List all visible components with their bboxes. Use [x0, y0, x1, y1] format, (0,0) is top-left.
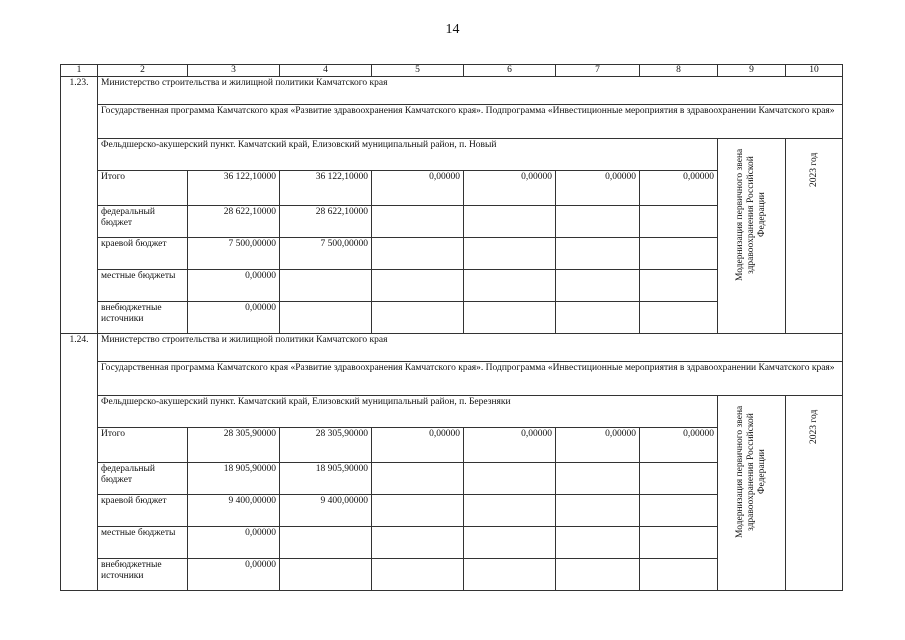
organization-row [61, 334, 843, 362]
row-label: Итого [98, 171, 188, 206]
cell-value [464, 463, 556, 495]
cell-value: 0,00000 [188, 302, 280, 334]
program-row [61, 362, 843, 396]
row-label: местные бюджеты [98, 270, 188, 302]
column-header: 3 [188, 65, 280, 77]
column-header: 4 [280, 65, 372, 77]
cell-value: 7 500,00000 [188, 238, 280, 270]
item-number: 1.23. [61, 77, 98, 334]
cell-value [464, 206, 556, 238]
year-cell [786, 396, 843, 591]
cell-value [556, 495, 640, 527]
direction-cell [718, 139, 786, 334]
cell-value [464, 527, 556, 559]
program-name: Государственная программа Камчатского края «Развитие здравоохранения Камчатского края». Подпрограмма «Инвестиционные мероприятия в здравоохранении Камчатского края» [98, 362, 843, 396]
cell-value [556, 270, 640, 302]
financing-table [60, 64, 843, 591]
cell-value: 18 905,90000 [188, 463, 280, 495]
program-name: Государственная программа Камчатского края «Развитие здравоохранения Камчатского края». Подпрограмма «Инвестиционные мероприятия в здравоохранении Камчатского края» [98, 105, 843, 139]
cell-value [372, 527, 464, 559]
row-label: федеральный бюджет [98, 206, 188, 238]
cell-value: 28 305,90000 [280, 428, 372, 463]
cell-value: 7 500,00000 [280, 238, 372, 270]
organization-name: Министерство строительства и жилищной политики Камчатского края [98, 77, 843, 105]
cell-value [556, 559, 640, 591]
cell-value [556, 302, 640, 334]
cell-value: 0,00000 [464, 428, 556, 463]
object-name: Фельдшерско-акушерский пункт. Камчатский край, Елизовский муниципальный район, п. Новый [98, 139, 718, 171]
cell-value [372, 559, 464, 591]
cell-value [372, 238, 464, 270]
column-header: 10 [786, 65, 843, 77]
cell-value [640, 463, 718, 495]
cell-value [556, 238, 640, 270]
cell-value: 0,00000 [556, 171, 640, 206]
cell-value [464, 302, 556, 334]
row-label: краевой бюджет [98, 238, 188, 270]
column-header: 8 [640, 65, 718, 77]
cell-value [640, 206, 718, 238]
column-header: 2 [98, 65, 188, 77]
object-row [61, 396, 843, 428]
direction-text: Модернизация первичного звена здравоохранения Российской Федерации [735, 405, 767, 539]
column-header: 6 [464, 65, 556, 77]
item-number: 1.24. [61, 334, 98, 591]
object-row [61, 139, 843, 171]
cell-value [464, 559, 556, 591]
cell-value: 0,00000 [188, 527, 280, 559]
row-label: внебюджетные источники [98, 302, 188, 334]
cell-value [464, 495, 556, 527]
cell-value: 0,00000 [372, 171, 464, 206]
cell-value [640, 238, 718, 270]
row-label: Итого [98, 428, 188, 463]
year-text: 2023 год [808, 152, 819, 188]
cell-value: 36 122,10000 [188, 171, 280, 206]
cell-value [280, 527, 372, 559]
column-header: 1 [61, 65, 98, 77]
cell-value [556, 527, 640, 559]
column-header: 7 [556, 65, 640, 77]
row-label: внебюджетные источники [98, 559, 188, 591]
cell-value: 0,00000 [372, 428, 464, 463]
cell-value: 0,00000 [640, 171, 718, 206]
cell-value: 0,00000 [556, 428, 640, 463]
cell-value [280, 302, 372, 334]
direction-text: Модернизация первичного звена здравоохранения Российской Федерации [735, 148, 767, 282]
cell-value [640, 495, 718, 527]
cell-value [280, 559, 372, 591]
cell-value: 0,00000 [640, 428, 718, 463]
cell-value: 28 305,90000 [188, 428, 280, 463]
cell-value: 28 622,10000 [280, 206, 372, 238]
row-label: местные бюджеты [98, 527, 188, 559]
cell-value: 28 622,10000 [188, 206, 280, 238]
row-label: краевой бюджет [98, 495, 188, 527]
cell-value: 18 905,90000 [280, 463, 372, 495]
column-header: 5 [372, 65, 464, 77]
organization-name: Министерство строительства и жилищной политики Камчатского края [98, 334, 843, 362]
cell-value [640, 527, 718, 559]
cell-value [372, 302, 464, 334]
cell-value [556, 206, 640, 238]
cell-value [372, 206, 464, 238]
program-row [61, 105, 843, 139]
row-label: федеральный бюджет [98, 463, 188, 495]
column-header-row [61, 65, 843, 77]
organization-row [61, 77, 843, 105]
cell-value [372, 270, 464, 302]
year-text: 2023 год [808, 409, 819, 445]
cell-value [556, 463, 640, 495]
cell-value [464, 238, 556, 270]
object-name: Фельдшерско-акушерский пункт. Камчатский край, Елизовский муниципальный район, п. Березняки [98, 396, 718, 428]
page-number: 14 [445, 22, 460, 37]
cell-value [640, 270, 718, 302]
cell-value: 0,00000 [464, 171, 556, 206]
cell-value [640, 559, 718, 591]
cell-value: 0,00000 [188, 559, 280, 591]
cell-value: 0,00000 [188, 270, 280, 302]
cell-value [280, 270, 372, 302]
cell-value [372, 495, 464, 527]
cell-value [640, 302, 718, 334]
year-cell [786, 139, 843, 334]
cell-value: 36 122,10000 [280, 171, 372, 206]
cell-value: 9 400,00000 [188, 495, 280, 527]
cell-value [464, 270, 556, 302]
cell-value: 9 400,00000 [280, 495, 372, 527]
direction-cell [718, 396, 786, 591]
column-header: 9 [718, 65, 786, 77]
cell-value [372, 463, 464, 495]
